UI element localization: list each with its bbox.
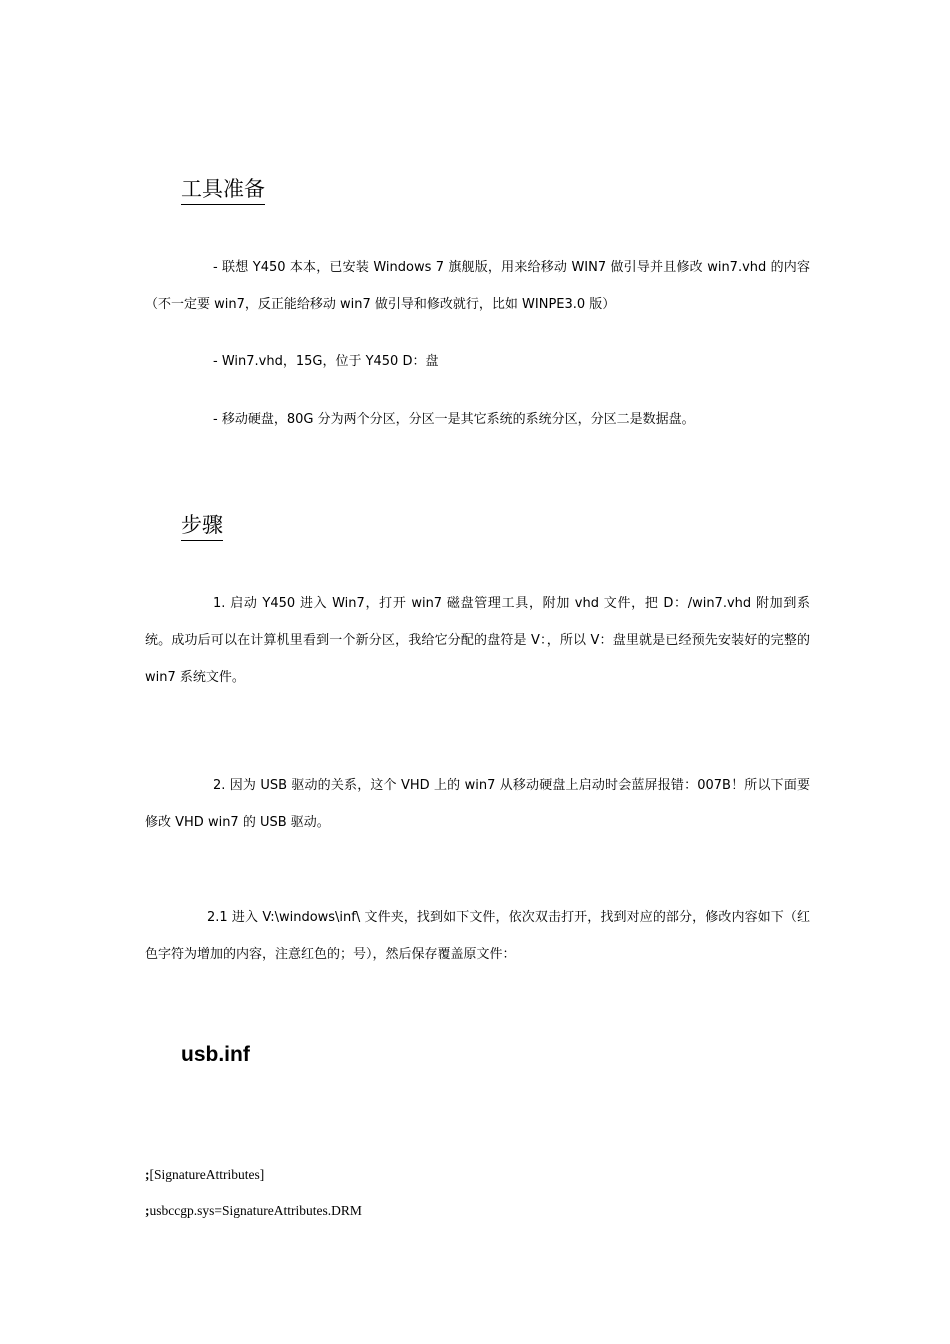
step-1-paragraph: 1. 启动 Y450 进入 Win7，打开 win7 磁盘管理工具，附加 vhd 文件，把 D：/win7.vhd 附加到系统。成功后可以在计算机里看到一个新分区，我给它分配的盘符是 V：，所以 V：盘里就是已经预先安装好的完整的 win7 系统文件。 (145, 596, 810, 685)
code-line-usbccgp (145, 1202, 362, 1220)
comment-prefix: ; (145, 1167, 150, 1182)
code-text: usbccgp.sys=SignatureAttributes.DRM (149, 1203, 362, 1218)
tools-item-computer: - 联想 Y450 本本，已安装 Windows 7 旗舰版，用来给移动 WIN7 做引导并且修改 win7.vhd 的内容（不一定要 win7，反正能给移动 win7 做引导和修改就行，比如 WINPE3.0 版） (145, 260, 810, 312)
tools-item-vhd: - Win7.vhd，15G，位于 Y450 D：盘 (213, 354, 439, 369)
step-2-1-paragraph: 2.1 进入 V:\windows\inf\ 文件夹，找到如下文件，依次双击打开，找到对应的部分，修改内容如下（红色字符为增加的内容，注意红色的；号），然后保存覆盖原文件： (145, 910, 810, 962)
step-2-paragraph: 2. 因为 USB 驱动的关系，这个 VHD 上的 win7 从移动硬盘上启动时会蓝屏报错：007B！所以下面要修改 VHD win7 的 USB 驱动。 (145, 778, 810, 830)
code-line-signature-attributes (145, 1166, 264, 1184)
section-heading-steps: 步骤 (181, 511, 223, 541)
file-title-usb-inf: usb.inf (181, 1043, 250, 1066)
comment-prefix: ; (145, 1203, 150, 1218)
code-text: [SignatureAttributes] (149, 1167, 265, 1182)
tools-item-harddisk: - 移动硬盘，80G 分为两个分区，分区一是其它系统的系统分区，分区二是数据盘。 (213, 412, 695, 427)
section-heading-tools: 工具准备 (181, 175, 265, 205)
